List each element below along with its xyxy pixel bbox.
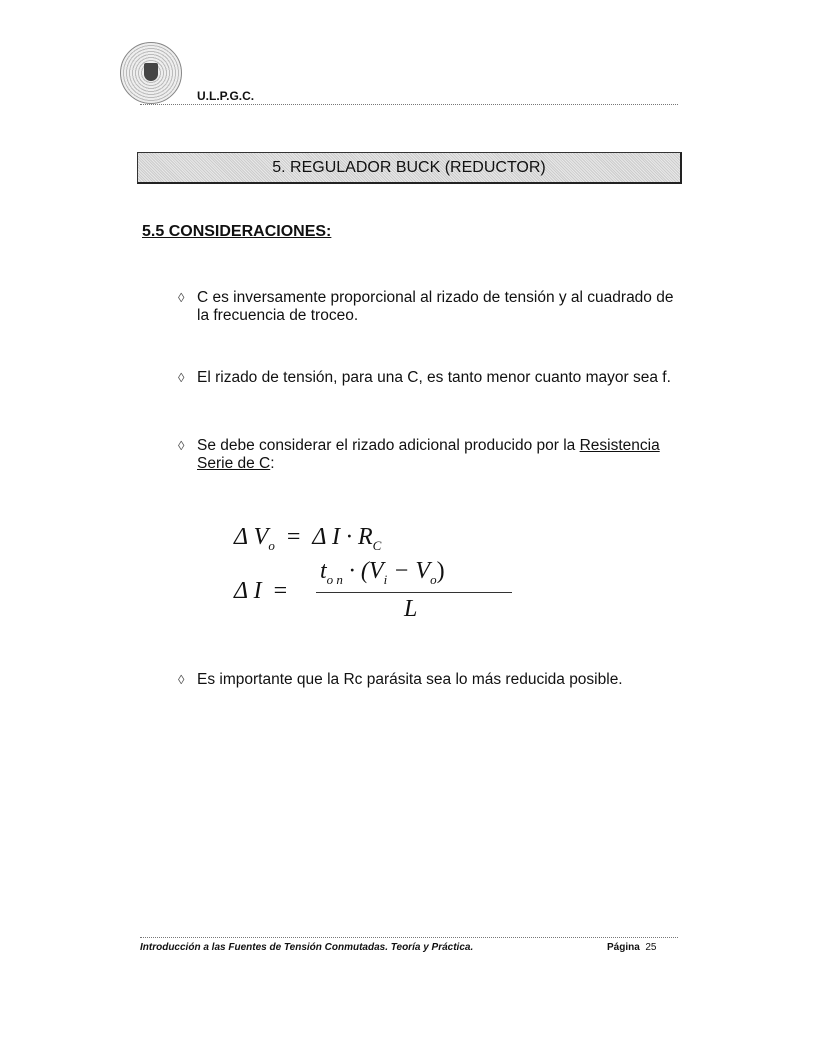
bullet-text-3: Se debe considerar el rizado adicional producido por la Resistencia Serie de C: (197, 437, 660, 472)
serie-de-c-link[interactable]: Serie de C (197, 455, 271, 472)
institution-name: U.L.P.G.C. (197, 89, 255, 103)
header-divider (140, 104, 678, 105)
footer-divider (140, 937, 678, 938)
equation-2-lhs: Δ I = (234, 578, 288, 604)
bullet-diamond-icon: ◊ (178, 370, 185, 385)
bullet-diamond-icon: ◊ (178, 290, 185, 305)
page-number: Página 25 (607, 942, 657, 953)
equation-1: Δ $V_o = \Delta$ $I \cdot R_C$ (234, 524, 382, 553)
fraction-bar (316, 592, 512, 593)
subsection-heading: 5.5 CONSIDERACIONES: (142, 223, 332, 240)
bullet-text-2: El rizado de tensión, para una C, es tanto menor cuanto mayor sea f. (197, 369, 671, 386)
equation-2-numerator: $t_{o n} \cdot (V_i - V_o)$ (320, 558, 445, 587)
university-seal-logo (120, 42, 182, 104)
bullet-diamond-icon: ◊ (178, 672, 185, 687)
section-title: 5. REGULADOR BUCK (REDUCTOR) (137, 152, 682, 184)
bullet-diamond-icon: ◊ (178, 438, 185, 453)
footer-title: Introducción a las Fuentes de Tensión Conmutadas. Teoría y Práctica. (140, 942, 474, 953)
shield-icon (144, 63, 158, 81)
equation-2-denominator: L (404, 596, 418, 622)
bullet-text-1: C es inversamente proporcional al rizado de tensión y al cuadrado de la frecuencia de troceo. (197, 289, 674, 324)
resistencia-link[interactable]: Resistencia (579, 437, 660, 454)
bullet-text-4: Es importante que la Rc parásita sea lo más reducida posible. (197, 671, 623, 688)
